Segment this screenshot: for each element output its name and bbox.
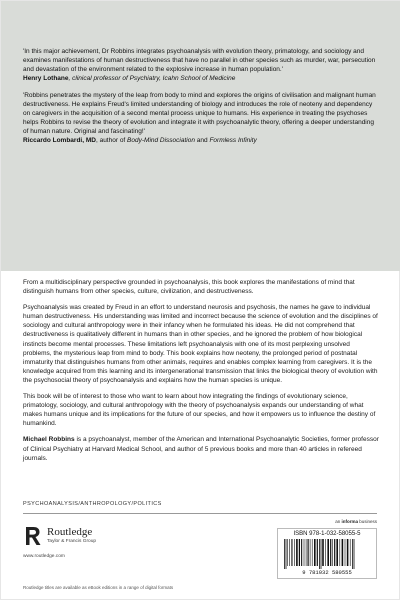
author-bio-text: is a psychoanalyst, member of the American and International Psychoanalytic Societies, former professor of Clinical Psychiatry at Harvard Medical School, and author of 5 previous books and more than 40 articles in refereed journals. [23,436,379,462]
publisher-name: Routledge [47,526,93,538]
isbn-barcode [277,528,377,579]
publisher-url[interactable]: www.routledge.com [23,554,65,559]
endorser-role: , clinical professor of Psychiatry, Icahn School of Medicine [68,75,236,82]
barcode-digits: 9 781032 580555 [302,569,352,576]
endorser-role: , author of Body-Mind Dissociation and Formless Infinity [95,137,257,144]
ebook-footnote: Routledge titles are available as eBook editions in a range of digital formats [23,585,174,590]
subject-categories: PSYCHOANALYSIS/ANTHROPOLOGY/POLITICS [23,501,162,507]
description-paragraph: From a multidisciplinary perspective grounded in psychoanalysis, this book explores the manifestations of mind that distinguish humans from other species, culture, civilization, and destructiveness. [23,279,355,296]
author-bio [23,435,379,462]
barcode-bars [284,539,370,569]
endorsement-attribution-1 [23,74,379,83]
isbn-number: ISBN 978-1-032-58055-5 [293,531,361,537]
author-name: Michael Robbins [23,436,75,444]
endorser-name: Henry Lothane [23,75,69,82]
book-description [23,278,379,470]
endorsements [23,47,379,153]
routledge-r-logo-icon [23,525,43,547]
description-paragraph: Psychoanalysis was created by Freud in an effort to understand neurosis and psychosis, the names he gave to individual human destructiveness. His understanding was limited and incorrect because the science of evolution and the disciplines of sociology and cultural anthropology were in their infancy when he formulated his ideas. He did not comprehend that destructiveness is qualitatively different in humans than in other species, and he ignored the problem of how biological instincts become mental processes. These limitations left psychoanalysis with one of its most perplexing unsolved problems, the mysterious leap from mind to body. This book explains how neoteny, the prolonged period of postnatal immaturity that distinguishes humans from other animals, requires and enables complex learning from caregivers. It is the knowledge acquired from this learning and its intergenerational transmission that links the biological theory of evolution with the psychosocial theory of psychoanalysis and explains how the human species is unique. [23,304,378,384]
endorser-name: Riccardo Lombardi, MD [23,137,96,144]
divider [23,513,377,514]
description-paragraph: This book will be of interest to those who want to learn about how integrating the findings of evolutionary science, primatology, sociology, and cultural anthropology with the theory of psychoanalysis expands our understanding of what makes humans unique and its implications for the future of our species, and how it empowers us to influence the destiny of humankind. [23,393,376,428]
endorsement-quote-1: 'In this major achievement, Dr Robbins integrates psychoanalysis with evolution theory, primatology, and sociology and examines manifestations of human destructiveness that have no parallel in other species such as murder, war, persecution and devastation of the environment related to the explosive increase in human population.' [23,48,376,73]
informa-business-mark: an informa business [335,519,377,524]
endorsements-panel [1,1,400,271]
publisher-group: Taylor & Francis Group [47,539,97,544]
endorsement-quote-2: 'Robbins penetrates the mystery of the leap from body to mind and explores the origins of civilisation and malignant human destructiveness. He explains Freud's limited understanding of biology and introduces the role of neoteny and dependency on caregivers in the acquisition of a second mental process unique to humans. His experience in treating the psychoses helps Robbins to revise the theory of evolution and integrate it with psychoanalytic theory, offering a deeper understanding of human nature. Original and fascinating!' [23,92,376,135]
endorsement-attribution-2 [23,136,379,145]
publisher-block [23,523,163,563]
